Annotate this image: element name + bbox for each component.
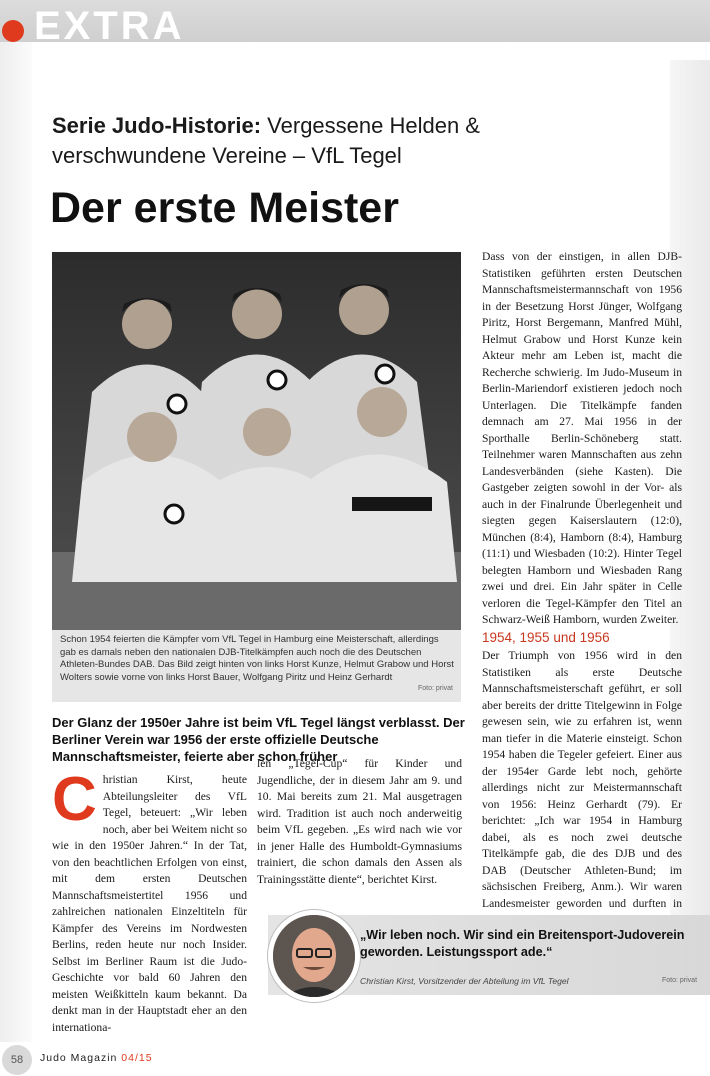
avatar-portrait	[273, 915, 355, 997]
dropcap: C	[52, 765, 97, 834]
body-column-2: len „Tegel-Cup“ für Kinder und Jugendliche, der in diesem Jahr am 9. und 10. Mai bereits zum 21. Mal ausgetragen wird. Tradition ist auch noch anderweitig beim VfL gegeben. „Es wird nach wie vor in jener Halle des Humboldt-Gymnasiums trainiert, die schon damals den Assen als Trainingsstätte diente“, berichtet Kirst.	[257, 757, 462, 886]
photo-credit: Foto: privat	[417, 685, 453, 693]
series-bold: Serie Judo-Historie:	[52, 113, 262, 138]
series-line2: verschwundene Vereine – VfL Tegel	[52, 143, 402, 168]
photo-caption	[52, 630, 461, 702]
footer	[40, 1052, 153, 1064]
page-number: 58	[2, 1045, 32, 1075]
subheading: 1954, 1955 und 1956	[482, 630, 610, 645]
quote-photo-credit: Foto: privat	[662, 977, 698, 984]
body-column-4: Der Triumph von 1956 wird in den Statistiken als erste Deutsche Mannschaftsmeisterschaft geführt, er soll aber bereits der dritte Titelgewinn in Folge gewesen sein, wie zu erfahren ist, wenn man tiefer in die Materie einsteigt. Schon 1954 haben die Tegeler gefeiert. Einer aus der 1954er Garde lebt noch, gehörte allerdings nicht zur Meistermannschaft von 1956: Heinz Gerhardt (79). Er berichtet: „Ich war 1954 in Hamburg dabei, als es noch zwei deutsche Titelkämpfe gab, die des DJB und des DAB (Deutscher Athleten-Bund; im sächsischen Freiberg, Anm.). Wir waren Landesmeister geworden und durften in	[482, 649, 682, 910]
series-title	[52, 111, 612, 171]
quote-text: „Wir leben noch. Wir sind ein Breitensport-Judoverein geworden. Leistungssport ade.“	[360, 928, 685, 959]
series-rest: Vergessene Helden &	[267, 113, 480, 138]
body-column-3: Dass von der einstigen, in allen DJB-Statistiken geführten ersten Deutschen Mannschaftsmeistermannschaft von 1956 in der Besetzung Horst Jünger, Wolfgang Piritz, Horst Bergemann, Manfred Mühl, Helmut Grabow und Horst Kunze kein Akteur mehr am Leben ist, macht die Recherche schwierig. Im Judo-Museum in Berlin-Mariendorf existieren jedoch noch Unterlagen. Die Titelkämpfe fanden demnach am 27. Mai 1956 in der Sporthalle Berlin-Schöneberg statt. Teilnehmer waren Mannschaften aus zehn Landesverbänden (siehe Kasten). Die Gastgeber zeigten sowohl in der Vor- als auch in der Finalrunde Überlegenheit und siegten gegen Kaiserslautern (12:0), München (8:4), Hamborn (8:4), Hamburg (11:1) und Wiesbaden (10:2). Hinter Tegel belegten Hamborn und Wiesbaden Rang zwei und drei. Ein Jahr später in Celle verloren die Tegel-Kämpfer den Titel an Schwarz-Weiß Hamborn, wurden Zweiter.	[482, 250, 682, 626]
section-label: EXTRA	[34, 4, 185, 48]
issue-number: 04/15	[121, 1052, 153, 1064]
body-column-1	[52, 765, 247, 1036]
team-photo-illustration	[52, 252, 461, 630]
left-margin-shade	[0, 42, 32, 1042]
lead-paragraph: Der Glanz der 1950er Jahre ist beim VfL Tegel längst verblasst. Der Berliner Verein war 1956 der erste offizielle Deutsche Mannschaftsmeister, feierte aber schon früher	[52, 715, 465, 764]
photo-caption-text: Schon 1954 feierten die Kämpfer vom VfL Tegel in Hamburg eine Meisterschaft, allerdings gab es damals neben den nationalen DJB-Titelkämpfen auch noch die des Deutschen Athleten-Bundes DAB. Das Bild zeigt hinten von links Horst Kunze, Helmut Grabow und Horst Wolters sowie vorne von links Horst Bauer, Wolfgang Piritz und Heinz Gerhardt	[60, 634, 454, 683]
avatar	[268, 910, 360, 1002]
body-column-1-text: hristian Kirst, heute Abteilungsleiter des VfL Tegel, beteuert: „Wir leben noch, aber bei Weitem nicht so wie in den 1950er Jahren.“ In der Tat, von den beachtlichen Erfolgen von einst, mit dem ersten Deutschen Mannschaftsmeistertitel 1956 und zahlreichen nationalen Einzeltiteln für Kämpfer des Vereins im Nordwesten Berlins, reden heute nur noch Insider. Selbst im Berliner Raum ist die Judo-Geschichte vor bald 60 Jahren den meisten Weißkitteln kaum bekannt. Da denkt man in der Hauptstadt eher an den internationa-	[52, 773, 247, 1034]
quote-attribution: Christian Kirst, Vorsitzender der Abteilung im VfL Tegel	[360, 976, 569, 986]
team-photo	[52, 252, 461, 630]
headline: Der erste Meister	[50, 184, 399, 232]
magazine-name: Judo Magazin	[40, 1052, 118, 1064]
section-dot-icon	[2, 20, 24, 42]
